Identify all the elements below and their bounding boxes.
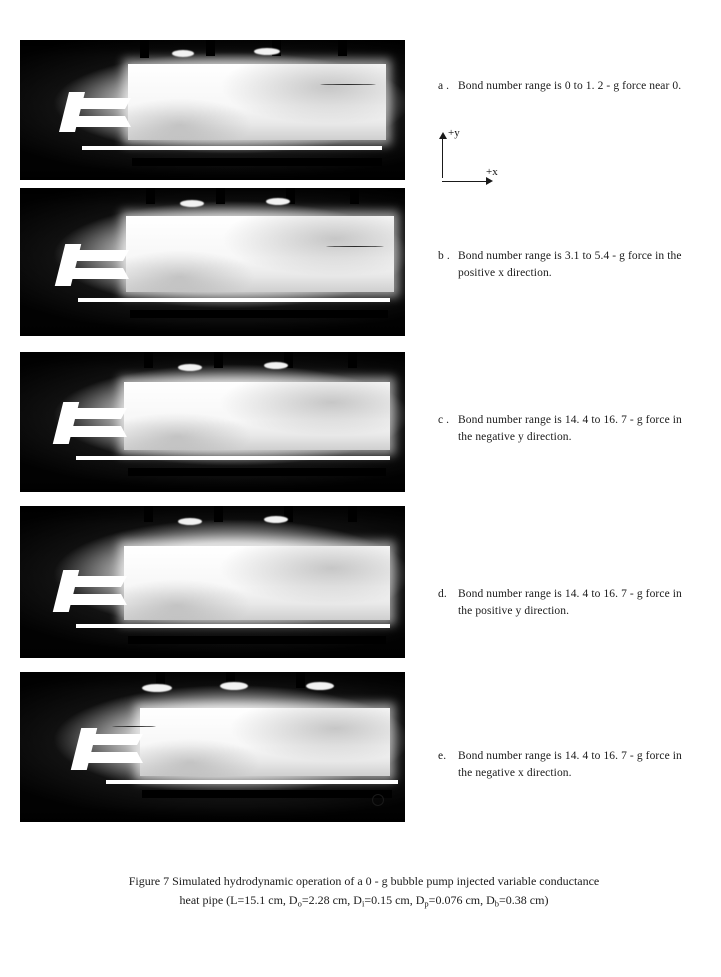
figure-caption-line2-b: =0.15 cm, D	[364, 893, 425, 908]
panel-d-artery	[128, 636, 386, 644]
caption-a-label: a .	[438, 80, 450, 92]
caption-panel-c	[438, 412, 690, 445]
panel-c-groove-2	[214, 352, 223, 368]
panel-d-speck-2	[264, 516, 288, 523]
panel-a-cavity	[128, 64, 386, 140]
caption-panel-d	[438, 586, 690, 619]
caption-c-text: Bond number range is 14. 4 to 16. 7 - g force in the negative y direction.	[458, 414, 682, 443]
panel-e-speck-2	[220, 682, 248, 690]
figure-caption-line1: Figure 7 Simulated hydrodynamic operation of a 0 - g bubble pump injected variable conductance	[128, 874, 600, 888]
panel-c-rail	[76, 456, 390, 460]
caption-e-text: Bond number range is 14. 4 to 16. 7 - g force in the negative x direction.	[458, 750, 682, 779]
panel-a-speck-2	[254, 48, 280, 55]
photo-panel-b	[20, 188, 405, 336]
panel-c-speck-2	[264, 362, 288, 369]
panel-a-groove-4	[338, 40, 347, 56]
caption-d-label: d.	[438, 588, 447, 600]
panel-e-rail	[106, 780, 398, 784]
figure-caption-sub-i: i	[361, 898, 365, 909]
figure-caption-line2-pre: heat pipe (L=15.1 cm, D	[179, 893, 298, 908]
panel-a-artery	[132, 158, 382, 166]
panel-a-groove-2	[206, 40, 215, 56]
caption-panel-b	[438, 248, 690, 281]
panel-d-groove-4	[348, 506, 357, 522]
axis-x-line	[442, 181, 490, 182]
caption-panel-a	[438, 78, 688, 95]
panel-c-speck-1	[178, 364, 202, 371]
panel-a-rail	[82, 146, 382, 150]
figure-caption-sub-b: b	[494, 898, 500, 909]
panel-b-meniscus	[326, 246, 384, 247]
axis-y-arrow-icon	[439, 132, 447, 139]
panel-e-artery	[142, 790, 392, 798]
panel-b-groove-4	[350, 188, 359, 204]
panel-a-meniscus	[320, 84, 376, 85]
caption-c-label: c .	[438, 414, 450, 426]
caption-b-text: Bond number range is 3.1 to 5.4 - g force in the positive x direction.	[458, 250, 682, 279]
panel-b-speck-2	[266, 198, 290, 205]
figure-caption-line2-d: =0.38 cm)	[499, 893, 549, 908]
figure-caption-sub-o: o	[297, 898, 302, 909]
figure-caption-line2	[44, 891, 684, 911]
axis-y-line	[442, 138, 443, 178]
axes-indicator	[442, 127, 512, 182]
caption-d-text: Bond number range is 14. 4 to 16. 7 - g force in the positive y direction.	[458, 588, 682, 617]
caption-b-label: b .	[438, 250, 450, 262]
caption-a-text: Bond number range is 0 to 1. 2 - g force near 0.	[458, 80, 682, 92]
panel-c-artery	[128, 468, 386, 476]
panel-e-bubble	[372, 794, 384, 806]
caption-e-label: e.	[438, 750, 447, 762]
panel-a-speck-1	[172, 50, 194, 57]
axis-x-arrow-icon	[486, 177, 493, 185]
panel-d-rail	[76, 624, 390, 628]
photo-panel-d	[20, 506, 405, 658]
panel-b-artery	[130, 310, 388, 318]
panel-e-groove-3	[296, 672, 305, 688]
panel-e-meniscus	[112, 726, 156, 727]
figure-caption-line2-a: =2.28 cm, D	[301, 893, 362, 908]
axis-y-label: +y	[448, 127, 460, 139]
panel-d-groove-2	[214, 506, 223, 522]
photo-panel-a	[20, 40, 405, 180]
panel-b-rail	[78, 298, 390, 302]
figure-caption	[44, 872, 684, 911]
panel-e-cavity	[140, 708, 390, 776]
panel-d-speck-1	[178, 518, 202, 525]
photo-panel-c	[20, 352, 405, 492]
caption-panel-e	[438, 748, 690, 781]
panel-c-groove-4	[348, 352, 357, 368]
figure-caption-line2-c: =0.076 cm, D	[428, 893, 495, 908]
panel-b-groove-2	[216, 188, 225, 204]
photo-panel-e	[20, 672, 405, 822]
axis-x-label: +x	[486, 166, 498, 178]
panel-e-speck-1	[142, 684, 172, 692]
panel-d-cavity	[124, 546, 390, 620]
panel-d-groove-1	[144, 506, 153, 522]
panel-b-cavity	[126, 216, 394, 292]
panel-b-groove-1	[146, 188, 155, 204]
panel-e-speck-3	[306, 682, 334, 690]
panel-c-groove-1	[144, 352, 153, 368]
figure-caption-sub-p: p	[424, 898, 429, 909]
panel-b-speck-1	[180, 200, 204, 207]
panel-c-cavity	[124, 382, 390, 450]
panel-a-groove-1	[140, 40, 149, 58]
